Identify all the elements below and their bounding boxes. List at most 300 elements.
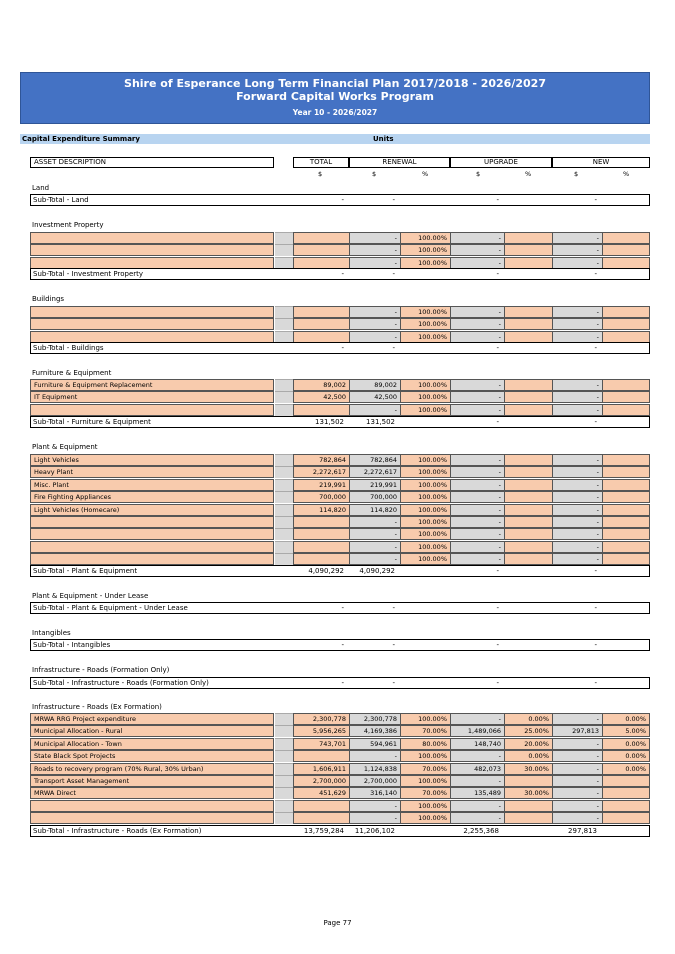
table-row <box>0 713 675 725</box>
total-cell: 743,701 <box>293 738 349 750</box>
renewal-value-cell: 594,961 <box>349 738 400 750</box>
total-cell <box>293 812 349 824</box>
new-percent-cell: 0.00% <box>602 763 650 775</box>
renewal-value-cell: 782,864 <box>349 454 400 466</box>
upgrade-value-cell: - <box>450 244 504 256</box>
upgrade-percent-cell <box>504 775 552 787</box>
renewal-value-cell: - <box>349 812 400 824</box>
new-percent-cell <box>602 318 650 330</box>
section-title: Investment Property <box>32 221 104 229</box>
new-value-cell: - <box>552 466 602 478</box>
asset-description-cell: Furniture & Equipment Replacement <box>30 379 274 391</box>
renewal-percent-cell: 100.00% <box>400 750 450 762</box>
subtotal-row <box>30 194 650 206</box>
new-value-cell: - <box>552 454 602 466</box>
upgrade-percent-cell <box>504 257 552 269</box>
subtotal-total: 131,502 <box>315 418 344 426</box>
spacer-cell <box>275 491 293 503</box>
spacer-cell <box>275 479 293 491</box>
total-cell <box>293 232 349 244</box>
new-value-cell: - <box>552 232 602 244</box>
new-value-cell: - <box>552 479 602 491</box>
renewal-value-cell: 2,300,778 <box>349 713 400 725</box>
spacer-cell <box>275 244 293 256</box>
asset-description-cell <box>30 553 274 565</box>
renewal-value-cell: - <box>349 516 400 528</box>
table-row <box>0 466 675 478</box>
total-cell <box>293 318 349 330</box>
new-percent-cell <box>602 232 650 244</box>
asset-description-cell: Light Vehicles (Homecare) <box>30 504 274 516</box>
new-pct-unit: % <box>623 170 630 178</box>
renewal-value-cell: - <box>349 553 400 565</box>
renewal-percent-cell: 100.00% <box>400 800 450 812</box>
total-cell: 2,300,778 <box>293 713 349 725</box>
table-row <box>0 528 675 540</box>
asset-description-cell <box>30 800 274 812</box>
total-cell: 782,864 <box>293 454 349 466</box>
upgrade-value-cell: 135,489 <box>450 787 504 799</box>
renewal-percent-cell: 100.00% <box>400 244 450 256</box>
spacer-cell <box>275 553 293 565</box>
subtotal-upgrade: - <box>496 567 499 575</box>
total-cell: 2,272,617 <box>293 466 349 478</box>
new-percent-cell <box>602 379 650 391</box>
spacer-cell <box>275 750 293 762</box>
renewal-value-cell: 1,124,838 <box>349 763 400 775</box>
new-percent-cell <box>602 331 650 343</box>
renewal-percent-cell: 100.00% <box>400 713 450 725</box>
total-cell <box>293 306 349 318</box>
spacer-cell <box>275 541 293 553</box>
subtotal-total: - <box>341 270 344 278</box>
spacer-cell <box>275 318 293 330</box>
renewal-value-cell: - <box>349 541 400 553</box>
asset-description-cell: Fire Fighting Appliances <box>30 491 274 503</box>
upgrade-value-cell: - <box>450 454 504 466</box>
table-row <box>0 725 675 737</box>
subtotal-new: - <box>594 270 597 278</box>
new-percent-cell: 0.00% <box>602 738 650 750</box>
asset-description-cell: State Black Spot Projects <box>30 750 274 762</box>
upgrade-percent-cell: 30.00% <box>504 763 552 775</box>
total-cell: 700,000 <box>293 491 349 503</box>
table-row <box>0 541 675 553</box>
table-row <box>0 763 675 775</box>
subtotal-total: - <box>341 679 344 687</box>
new-percent-cell <box>602 466 650 478</box>
subtotal-row <box>30 416 650 428</box>
spacer-cell <box>275 812 293 824</box>
table-row <box>0 553 675 565</box>
new-value-cell: - <box>552 491 602 503</box>
renewal-value-cell: - <box>349 306 400 318</box>
subtotal-total: 13,759,284 <box>303 827 344 835</box>
new-percent-cell <box>602 553 650 565</box>
upgrade-percent-cell <box>504 800 552 812</box>
renewal-percent-cell: 100.00% <box>400 404 450 416</box>
upgrade-percent-cell <box>504 306 552 318</box>
upgrade-header: UPGRADE <box>450 157 552 168</box>
upgrade-value-cell: - <box>450 775 504 787</box>
asset-description-cell <box>30 331 274 343</box>
upgrade-percent-cell <box>504 553 552 565</box>
upgrade-value-cell: - <box>450 800 504 812</box>
asset-description-cell <box>30 232 274 244</box>
renewal-percent-cell: 100.00% <box>400 553 450 565</box>
page-number: Page 77 <box>323 919 352 927</box>
renewal-value-cell: - <box>349 244 400 256</box>
new-value-cell: - <box>552 404 602 416</box>
subtotal-row <box>30 268 650 280</box>
subtotal-label: Sub-Total - Infrastructure - Roads (Ex Formation) <box>33 827 202 835</box>
total-cell <box>293 257 349 269</box>
subtotal-label: Sub-Total - Plant & Equipment - Under Lease <box>33 604 188 612</box>
summary-bar <box>20 134 650 144</box>
renewal-percent-cell: 100.00% <box>400 491 450 503</box>
new-unit: $ <box>574 170 579 178</box>
total-cell <box>293 800 349 812</box>
new-percent-cell <box>602 454 650 466</box>
table-row <box>0 318 675 330</box>
subtotal-renewal: - <box>392 604 395 612</box>
asset-description-cell: Light Vehicles <box>30 454 274 466</box>
subtotal-renewal: - <box>392 679 395 687</box>
asset-description-cell: IT Equipment <box>30 391 274 403</box>
subtotal-label: Sub-Total - Investment Property <box>33 270 144 278</box>
table-row <box>0 800 675 812</box>
upgrade-value-cell: 482,073 <box>450 763 504 775</box>
total-cell <box>293 553 349 565</box>
subtotal-upgrade: - <box>496 418 499 426</box>
renewal-percent-cell: 70.00% <box>400 787 450 799</box>
total-header: TOTAL <box>293 157 349 168</box>
total-cell <box>293 516 349 528</box>
upgrade-percent-cell <box>504 454 552 466</box>
spacer-cell <box>275 466 293 478</box>
total-cell: 42,500 <box>293 391 349 403</box>
spacer-cell <box>275 516 293 528</box>
new-percent-cell <box>602 541 650 553</box>
renewal-percent-cell: 100.00% <box>400 232 450 244</box>
section-title: Furniture & Equipment <box>32 369 112 377</box>
asset-description-cell: Heavy Plant <box>30 466 274 478</box>
new-value-cell: - <box>552 244 602 256</box>
upgrade-value-cell: - <box>450 318 504 330</box>
table-row <box>0 812 675 824</box>
upgrade-value-cell: - <box>450 553 504 565</box>
upgrade-value-cell: 1,489,066 <box>450 725 504 737</box>
subtotal-renewal: - <box>392 270 395 278</box>
new-header: NEW <box>552 157 650 168</box>
renewal-percent-cell: 100.00% <box>400 306 450 318</box>
new-value-cell: - <box>552 541 602 553</box>
table-row <box>0 491 675 503</box>
subtotal-total: - <box>341 344 344 352</box>
renewal-percent-cell: 100.00% <box>400 318 450 330</box>
upgrade-percent-cell <box>504 391 552 403</box>
spacer-cell <box>275 504 293 516</box>
title-line-2: Forward Capital Works Program <box>236 90 434 103</box>
total-cell: 1,606,911 <box>293 763 349 775</box>
subtotal-label: Sub-Total - Land <box>33 196 89 204</box>
spacer-cell <box>275 404 293 416</box>
subtotal-row <box>30 565 650 577</box>
table-row <box>0 306 675 318</box>
subtotal-row <box>30 342 650 354</box>
upgrade-percent-cell <box>504 244 552 256</box>
table-row <box>0 738 675 750</box>
total-cell: 219,991 <box>293 479 349 491</box>
upgrade-percent-cell <box>504 331 552 343</box>
new-percent-cell <box>602 244 650 256</box>
table-row <box>0 404 675 416</box>
total-cell: 451,629 <box>293 787 349 799</box>
total-cell <box>293 331 349 343</box>
spacer-cell <box>275 787 293 799</box>
new-percent-cell: 0.00% <box>602 750 650 762</box>
new-percent-cell <box>602 516 650 528</box>
subtotal-new: - <box>594 567 597 575</box>
asset-description-cell: Transport Asset Management <box>30 775 274 787</box>
upgrade-value-cell: - <box>450 491 504 503</box>
new-value-cell: - <box>552 528 602 540</box>
upgrade-percent-cell <box>504 528 552 540</box>
subtotal-renewal: 4,090,292 <box>359 567 395 575</box>
spacer-cell <box>275 454 293 466</box>
renewal-value-cell: 89,002 <box>349 379 400 391</box>
subtotal-row <box>30 677 650 689</box>
new-value-cell: - <box>552 331 602 343</box>
renewal-unit: $ <box>372 170 377 178</box>
upgrade-pct-unit: % <box>525 170 532 178</box>
new-value-cell: - <box>552 787 602 799</box>
new-value-cell: - <box>552 391 602 403</box>
units-label: Units <box>373 135 394 143</box>
asset-description-cell <box>30 541 274 553</box>
upgrade-percent-cell <box>504 516 552 528</box>
new-value-cell: - <box>552 516 602 528</box>
renewal-value-cell: 700,000 <box>349 491 400 503</box>
upgrade-value-cell: - <box>450 306 504 318</box>
section-title: Buildings <box>32 295 65 303</box>
upgrade-value-cell: - <box>450 391 504 403</box>
upgrade-value-cell: 148,740 <box>450 738 504 750</box>
renewal-percent-cell: 100.00% <box>400 528 450 540</box>
spacer-cell <box>275 725 293 737</box>
total-unit: $ <box>318 170 323 178</box>
subtotal-upgrade: - <box>496 344 499 352</box>
upgrade-percent-cell <box>504 404 552 416</box>
new-value-cell: - <box>552 750 602 762</box>
subtotal-row <box>30 639 650 651</box>
upgrade-value-cell: - <box>450 257 504 269</box>
subtotal-total: - <box>341 641 344 649</box>
total-cell: 89,002 <box>293 379 349 391</box>
renewal-percent-cell: 100.00% <box>400 541 450 553</box>
subtotal-new: - <box>594 604 597 612</box>
table-row <box>0 379 675 391</box>
subtotal-row <box>30 602 650 614</box>
table-row <box>0 775 675 787</box>
spacer-cell <box>275 800 293 812</box>
upgrade-value-cell: - <box>450 713 504 725</box>
new-percent-cell <box>602 491 650 503</box>
renewal-value-cell: 2,272,617 <box>349 466 400 478</box>
upgrade-value-cell: - <box>450 232 504 244</box>
total-cell <box>293 404 349 416</box>
table-row <box>0 257 675 269</box>
table-row <box>0 516 675 528</box>
renewal-value-cell: - <box>349 800 400 812</box>
subtotal-new: - <box>594 196 597 204</box>
new-percent-cell <box>602 812 650 824</box>
subtotal-renewal: - <box>392 344 395 352</box>
subtotal-new: - <box>594 418 597 426</box>
spacer-cell <box>275 763 293 775</box>
renewal-value-cell: 114,820 <box>349 504 400 516</box>
subtotal-total: 4,090,292 <box>308 567 344 575</box>
new-value-cell: - <box>552 763 602 775</box>
asset-description-cell: Roads to recovery program (70% Rural, 30% Urban) <box>30 763 274 775</box>
new-value-cell: - <box>552 713 602 725</box>
upgrade-percent-cell <box>504 466 552 478</box>
upgrade-value-cell: - <box>450 504 504 516</box>
new-value-cell: - <box>552 738 602 750</box>
subtotal-total: - <box>341 604 344 612</box>
section-title: Infrastructure - Roads (Formation Only) <box>32 666 170 674</box>
subtotal-renewal: 131,502 <box>366 418 395 426</box>
new-percent-cell <box>602 787 650 799</box>
asset-description-cell: Misc. Plant <box>30 479 274 491</box>
new-percent-cell <box>602 257 650 269</box>
asset-description-cell <box>30 244 274 256</box>
new-value-cell: - <box>552 504 602 516</box>
renewal-value-cell: 316,140 <box>349 787 400 799</box>
renewal-value-cell: - <box>349 404 400 416</box>
upgrade-percent-cell: 0.00% <box>504 750 552 762</box>
upgrade-unit: $ <box>476 170 481 178</box>
asset-description-cell <box>30 528 274 540</box>
new-percent-cell <box>602 404 650 416</box>
upgrade-percent-cell <box>504 491 552 503</box>
new-value-cell: - <box>552 775 602 787</box>
new-percent-cell <box>602 504 650 516</box>
upgrade-percent-cell <box>504 479 552 491</box>
upgrade-value-cell: - <box>450 466 504 478</box>
table-row <box>0 454 675 466</box>
table-row <box>0 479 675 491</box>
subtotal-upgrade: - <box>496 679 499 687</box>
upgrade-percent-cell <box>504 812 552 824</box>
renewal-value-cell: - <box>349 318 400 330</box>
renewal-value-cell: 2,700,000 <box>349 775 400 787</box>
renewal-percent-cell: 100.00% <box>400 479 450 491</box>
summary-label: Capital Expenditure Summary <box>22 135 140 143</box>
new-percent-cell <box>602 306 650 318</box>
asset-description-header: ASSET DESCRIPTION <box>30 157 274 168</box>
asset-description-cell <box>30 404 274 416</box>
upgrade-value-cell: - <box>450 404 504 416</box>
renewal-percent-cell: 100.00% <box>400 331 450 343</box>
renewal-percent-cell: 70.00% <box>400 763 450 775</box>
upgrade-percent-cell: 20.00% <box>504 738 552 750</box>
asset-description-cell: Municipal Allocation - Rural <box>30 725 274 737</box>
table-row <box>0 331 675 343</box>
new-percent-cell <box>602 528 650 540</box>
subtotal-row <box>30 825 650 837</box>
upgrade-value-cell: - <box>450 331 504 343</box>
new-value-cell: - <box>552 306 602 318</box>
subtotal-upgrade: - <box>496 270 499 278</box>
title-line-3: Year 10 - 2026/2027 <box>292 108 378 117</box>
upgrade-value-cell: - <box>450 541 504 553</box>
renewal-percent-cell: 100.00% <box>400 391 450 403</box>
asset-description-cell: Municipal Allocation - Town <box>30 738 274 750</box>
section-title: Infrastructure - Roads (Ex Formation) <box>32 703 162 711</box>
subtotal-label: Sub-Total - Intangibles <box>33 641 111 649</box>
table-row <box>0 787 675 799</box>
renewal-value-cell: - <box>349 331 400 343</box>
renewal-percent-cell: 100.00% <box>400 466 450 478</box>
spacer-cell <box>275 391 293 403</box>
upgrade-value-cell: - <box>450 812 504 824</box>
renewal-value-cell: 219,991 <box>349 479 400 491</box>
upgrade-value-cell: - <box>450 750 504 762</box>
renewal-percent-cell: 80.00% <box>400 738 450 750</box>
upgrade-percent-cell: 0.00% <box>504 713 552 725</box>
subtotal-renewal: 11,206,102 <box>354 827 395 835</box>
upgrade-value-cell: - <box>450 516 504 528</box>
subtotal-label: Sub-Total - Furniture & Equipment <box>33 418 151 426</box>
new-value-cell: - <box>552 318 602 330</box>
asset-description-cell: MRWA RRG Project expenditure <box>30 713 274 725</box>
upgrade-percent-cell <box>504 504 552 516</box>
upgrade-value-cell: - <box>450 528 504 540</box>
total-cell: 5,956,265 <box>293 725 349 737</box>
asset-description-cell <box>30 812 274 824</box>
spacer-cell <box>275 738 293 750</box>
total-cell: 114,820 <box>293 504 349 516</box>
subtotal-new: - <box>594 679 597 687</box>
renewal-percent-cell: 100.00% <box>400 812 450 824</box>
new-value-cell: - <box>552 553 602 565</box>
asset-description-cell <box>30 257 274 269</box>
renewal-value-cell: 42,500 <box>349 391 400 403</box>
upgrade-percent-cell <box>504 379 552 391</box>
new-value-cell: 297,813 <box>552 725 602 737</box>
upgrade-percent-cell <box>504 232 552 244</box>
new-value-cell: - <box>552 812 602 824</box>
table-row <box>0 391 675 403</box>
renewal-value-cell: - <box>349 232 400 244</box>
new-value-cell: - <box>552 257 602 269</box>
subtotal-upgrade: - <box>496 604 499 612</box>
title-line-1: Shire of Esperance Long Term Financial Plan 2017/2018 - 2026/2027 <box>124 77 546 90</box>
subtotal-new: 297,813 <box>568 827 597 835</box>
spacer-cell <box>275 713 293 725</box>
table-row <box>0 504 675 516</box>
subtotal-renewal: - <box>392 196 395 204</box>
total-cell <box>293 750 349 762</box>
spacer-cell <box>275 775 293 787</box>
total-cell <box>293 244 349 256</box>
total-cell <box>293 541 349 553</box>
new-percent-cell: 5.00% <box>602 725 650 737</box>
subtotal-label: Sub-Total - Infrastructure - Roads (Formation Only) <box>33 679 209 687</box>
renewal-value-cell: - <box>349 750 400 762</box>
total-cell <box>293 528 349 540</box>
